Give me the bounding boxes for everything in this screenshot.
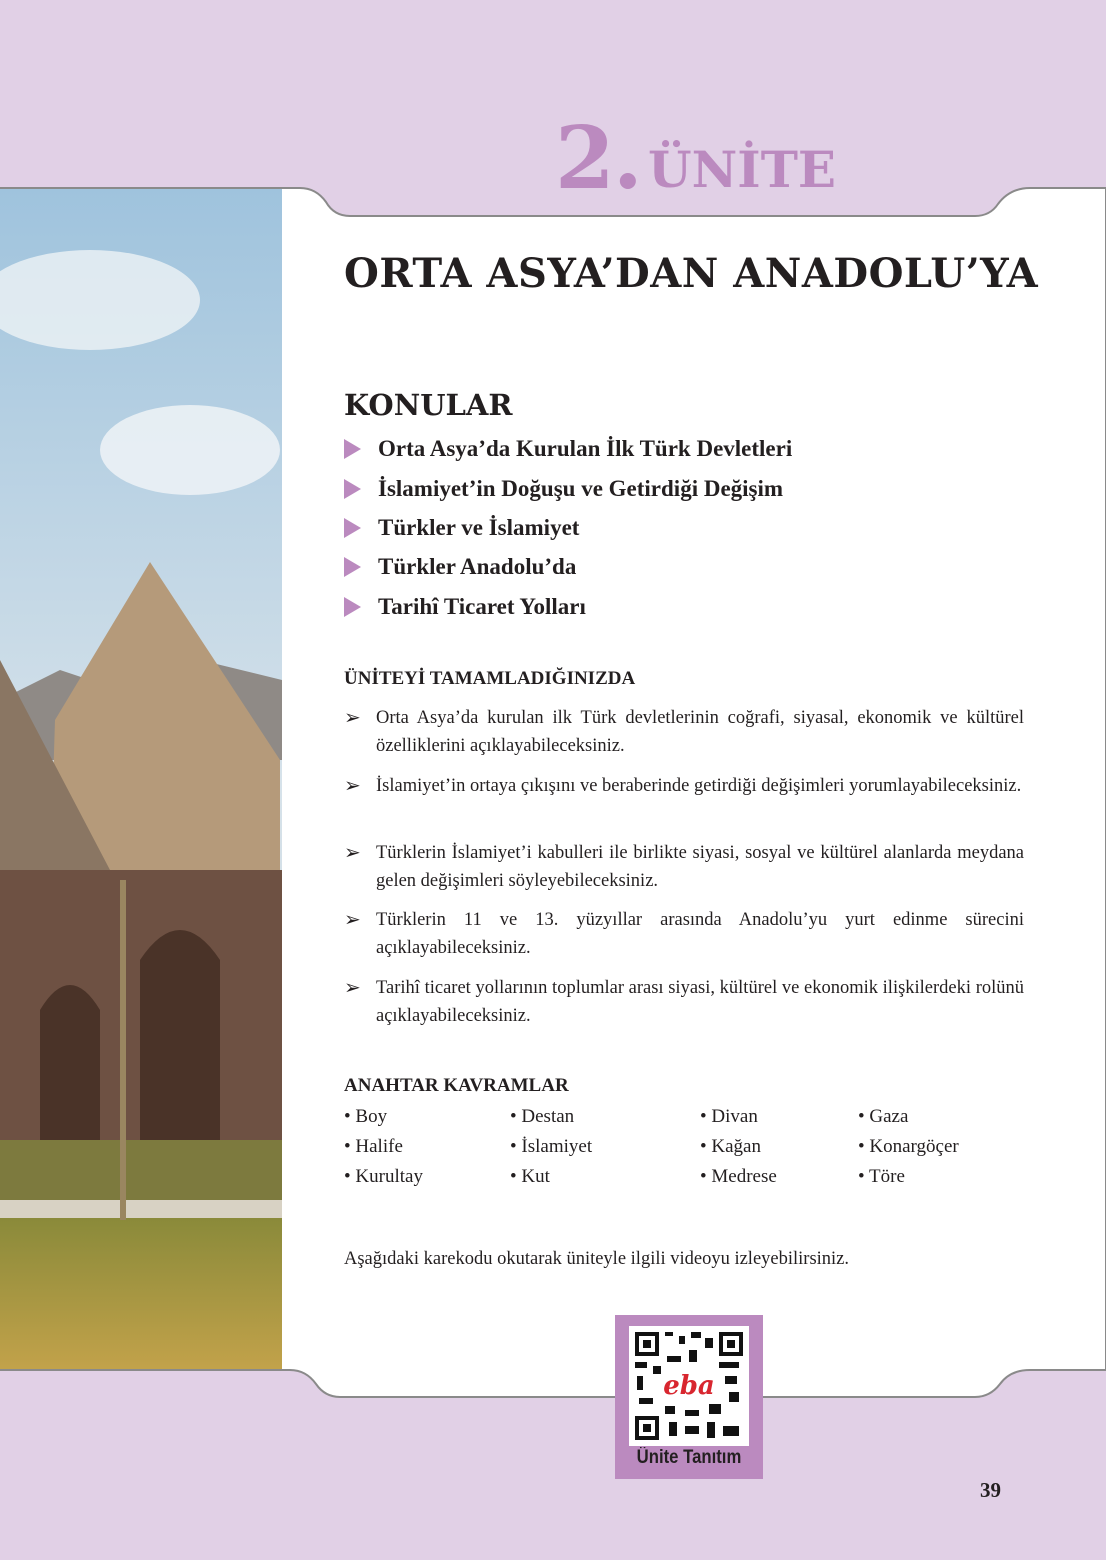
topics-heading: KONULAR xyxy=(344,388,513,422)
unit-number: 2. xyxy=(555,108,641,209)
qr-label: Ünite Tanıtım xyxy=(636,1447,742,1468)
keyword: • Gaza xyxy=(858,1106,909,1127)
triangle-bullet-icon xyxy=(344,518,361,538)
arrow-bullet-icon: ➢ xyxy=(344,707,361,729)
keyword: • Kut xyxy=(510,1166,550,1187)
keyword: • Boy xyxy=(344,1106,388,1127)
qr-card[interactable] xyxy=(615,1315,763,1479)
triangle-bullet-icon xyxy=(344,479,361,499)
triangle-bullet-icon xyxy=(344,557,361,577)
arrow-bullet-icon: ➢ xyxy=(344,977,361,999)
keyword: • İslamiyet xyxy=(510,1136,593,1157)
qr-code[interactable] xyxy=(629,1326,749,1446)
page-title: ORTA ASYA’DAN ANADOLU’YA xyxy=(344,250,1039,297)
qr-instruction: Aşağıdaki karekodu okutarak üniteyle ilgili videoyu izleyebilirsiniz. xyxy=(344,1249,850,1269)
objective-text: Orta Asya’da kurulan ilk Türk devletlerinin coğrafi, siyasal, ekonomik ve kültürel özelliklerini açıklayabileceksiniz. xyxy=(376,708,1024,756)
keyword: • Halife xyxy=(344,1136,403,1157)
topic-item xyxy=(344,554,576,580)
topic-item xyxy=(344,436,792,462)
keyword: • Divan xyxy=(700,1106,758,1127)
objective-item xyxy=(344,906,1024,962)
triangle-bullet-icon xyxy=(344,597,361,617)
keywords-heading: ANAHTAR KAVRAMLAR xyxy=(344,1075,569,1096)
keyword: • Medrese xyxy=(700,1166,777,1187)
objective-item xyxy=(344,974,1024,1030)
arrow-bullet-icon: ➢ xyxy=(344,775,361,797)
objective-item xyxy=(344,839,1024,895)
topic-item xyxy=(344,515,579,541)
keyword: • Konargöçer xyxy=(858,1136,959,1157)
objectives-heading: ÜNİTEYİ TAMAMLADIĞINIZDA xyxy=(344,668,636,689)
arrow-bullet-icon: ➢ xyxy=(344,842,361,864)
keyword: • Kurultay xyxy=(344,1166,423,1187)
topic-label: Türkler Anadolu’da xyxy=(378,554,577,579)
topic-label: Türkler ve İslamiyet xyxy=(378,515,580,540)
keyword: • Töre xyxy=(858,1166,905,1187)
triangle-bullet-icon xyxy=(344,439,361,459)
objective-text: Türklerin İslamiyet’i kabulleri ile birlikte siyasi, sosyal ve kültürel alanlarda meydana gelen değişimleri söyleyebileceksiniz. xyxy=(376,843,1024,891)
cover-photo xyxy=(0,189,282,1369)
eba-logo: eba xyxy=(663,1371,715,1401)
topic-label: Orta Asya’da Kurulan İlk Türk Devletleri xyxy=(378,436,793,461)
objective-text: Tarihî ticaret yollarının toplumlar arası siyasi, kültürel ve ekonomik ilişkilerdeki rolünü açıklayabileceksiniz. xyxy=(376,978,1024,1026)
topic-label: Tarihî Ticaret Yolları xyxy=(378,594,586,619)
keyword: • Destan xyxy=(510,1106,575,1127)
objective-text: Türklerin 11 ve 13. yüzyıllar arasında Anadolu’yu yurt edinme sürecini açıklayabileceksiniz. xyxy=(376,910,1024,958)
unit-label: ÜNİTE xyxy=(648,140,837,199)
topic-label: İslamiyet’in Doğuşu ve Getirdiği Değişim xyxy=(378,476,784,501)
objective-text: İslamiyet’in ortaya çıkışını ve beraberinde getirdiği değişimleri yorumlayabileceksiniz. xyxy=(376,776,1022,796)
arrow-bullet-icon: ➢ xyxy=(344,909,361,931)
page-number: 39 xyxy=(980,1478,1001,1502)
keyword: • Kağan xyxy=(700,1136,761,1157)
topic-item xyxy=(344,594,586,620)
objective-item xyxy=(344,704,1024,760)
objective-item xyxy=(344,772,1024,800)
topic-item xyxy=(344,476,783,502)
